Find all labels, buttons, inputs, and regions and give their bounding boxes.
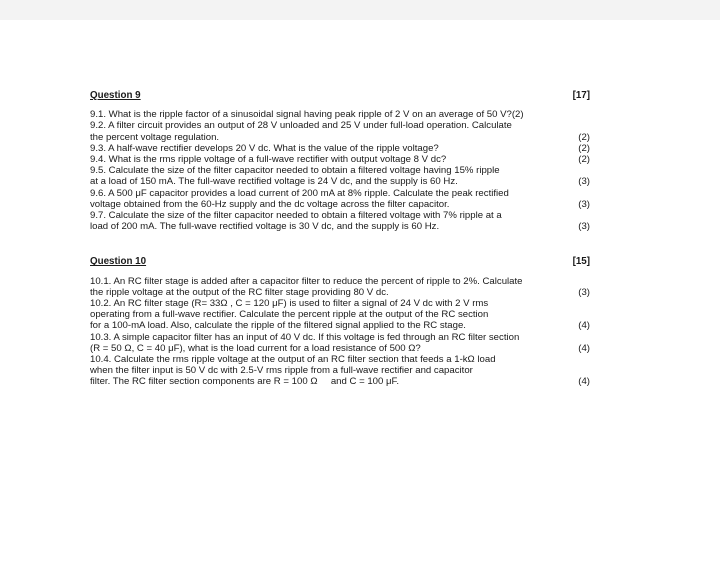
item-text: when the filter input is 50 V dc with 2.5-V rms ripple from a full-wave rectifier and capacitor bbox=[90, 365, 473, 377]
item-text: (R = 50 Ω, C = 40 μF), what is the load current for a load resistance of 500 Ω? bbox=[90, 342, 421, 354]
item-text: 9.7. Calculate the size of the filter capacitor needed to obtain a filtered voltage with 7% ripple at a bbox=[90, 210, 502, 222]
item-marks: (3) bbox=[578, 221, 590, 233]
item-text: load of 200 mA. The full-wave rectified voltage is 30 V dc, and the supply is 60 Hz. bbox=[90, 221, 440, 233]
item-text: 9.4. What is the rms ripple voltage of a full-wave rectifier with output voltage 8 V dc? bbox=[90, 154, 447, 166]
question-item-10-4 bbox=[90, 354, 590, 388]
question-header bbox=[90, 90, 590, 101]
item-text: 9.5. Calculate the size of the filter capacitor needed to obtain a filtered voltage having 15% ripple bbox=[90, 165, 500, 177]
question-title: Question 9 bbox=[90, 90, 141, 101]
item-text: at a load of 150 mA. The full-wave rectified voltage is 24 V dc, and the supply is 60 Hz. bbox=[90, 176, 458, 188]
question-item-10-1 bbox=[90, 276, 590, 298]
item-text: 10.4. Calculate the rms ripple voltage at the output of an RC filter section that feeds a 1-kΩ load bbox=[90, 354, 496, 366]
item-text: 10.2. An RC filter stage (R= 33Ω , C = 120 μF) is used to filter a signal of 24 V dc with 2 V rms bbox=[90, 298, 489, 310]
document-page bbox=[90, 90, 590, 388]
item-text: 9.1. What is the ripple factor of a sinusoidal signal having peak ripple of 2 V on an average of 50 V?(2) bbox=[90, 109, 524, 121]
question-item-9-5 bbox=[90, 165, 590, 187]
question-item-9-2 bbox=[90, 120, 590, 142]
question-title: Question 10 bbox=[90, 256, 147, 268]
question-10-section bbox=[90, 256, 590, 387]
question-item-9-4 bbox=[90, 154, 590, 165]
item-text: 10.1. An RC filter stage is added after a capacitor filter to reduce the percent of ripple to 2%. Calculate bbox=[90, 275, 523, 287]
question-item-10-3 bbox=[90, 332, 590, 354]
item-marks: (4) bbox=[578, 376, 590, 388]
question-item-10-2 bbox=[90, 298, 590, 332]
question-item-9-6 bbox=[90, 188, 590, 210]
item-text: 9.6. A 500 μF capacitor provides a load current of 200 mA at 8% ripple. Calculate the peak rectified bbox=[90, 187, 509, 199]
item-text: operating from a full-wave rectifier. Calculate the percent ripple at the output of the RC section bbox=[90, 309, 489, 321]
item-text: 9.3. A half-wave rectifier develops 20 V dc. What is the value of the ripple voltage? bbox=[90, 142, 439, 154]
viewer-top-bar bbox=[0, 0, 720, 20]
item-marks: (2) bbox=[578, 154, 590, 166]
item-marks: (4) bbox=[578, 320, 590, 332]
item-text: the percent voltage regulation. bbox=[90, 131, 220, 143]
question-item-9-3 bbox=[90, 143, 590, 154]
item-marks: (3) bbox=[578, 198, 590, 210]
item-text: for a 100-mA load. Also, calculate the ripple of the filtered signal applied to the RC stage. bbox=[90, 320, 466, 332]
item-text: 10.3. A simple capacitor filter has an input of 40 V dc. If this voltage is fed through an RC filter section bbox=[90, 331, 520, 343]
item-text: 9.2. A filter circuit provides an output of 28 V unloaded and 25 V under full-load operation. Calculate bbox=[90, 120, 512, 132]
question-9-section bbox=[90, 90, 590, 232]
item-marks: (3) bbox=[578, 286, 590, 298]
question-header bbox=[90, 256, 590, 267]
item-marks: (4) bbox=[578, 342, 590, 354]
item-marks: (2) bbox=[578, 131, 590, 143]
question-item-9-1 bbox=[90, 109, 590, 120]
question-item-9-7 bbox=[90, 210, 590, 232]
item-text: voltage obtained from the 60-Hz supply and the dc voltage across the filter capacitor. bbox=[90, 198, 450, 210]
item-text: filter. The RC filter section components are R = 100 Ω and C = 100 μF. bbox=[90, 376, 400, 388]
question-total-marks: [15] bbox=[572, 256, 590, 268]
item-marks: (3) bbox=[578, 176, 590, 188]
question-total-marks: [17] bbox=[572, 90, 590, 101]
item-marks: (2) bbox=[578, 142, 590, 154]
item-text: the ripple voltage at the output of the RC filter stage providing 80 V dc. bbox=[90, 286, 389, 298]
